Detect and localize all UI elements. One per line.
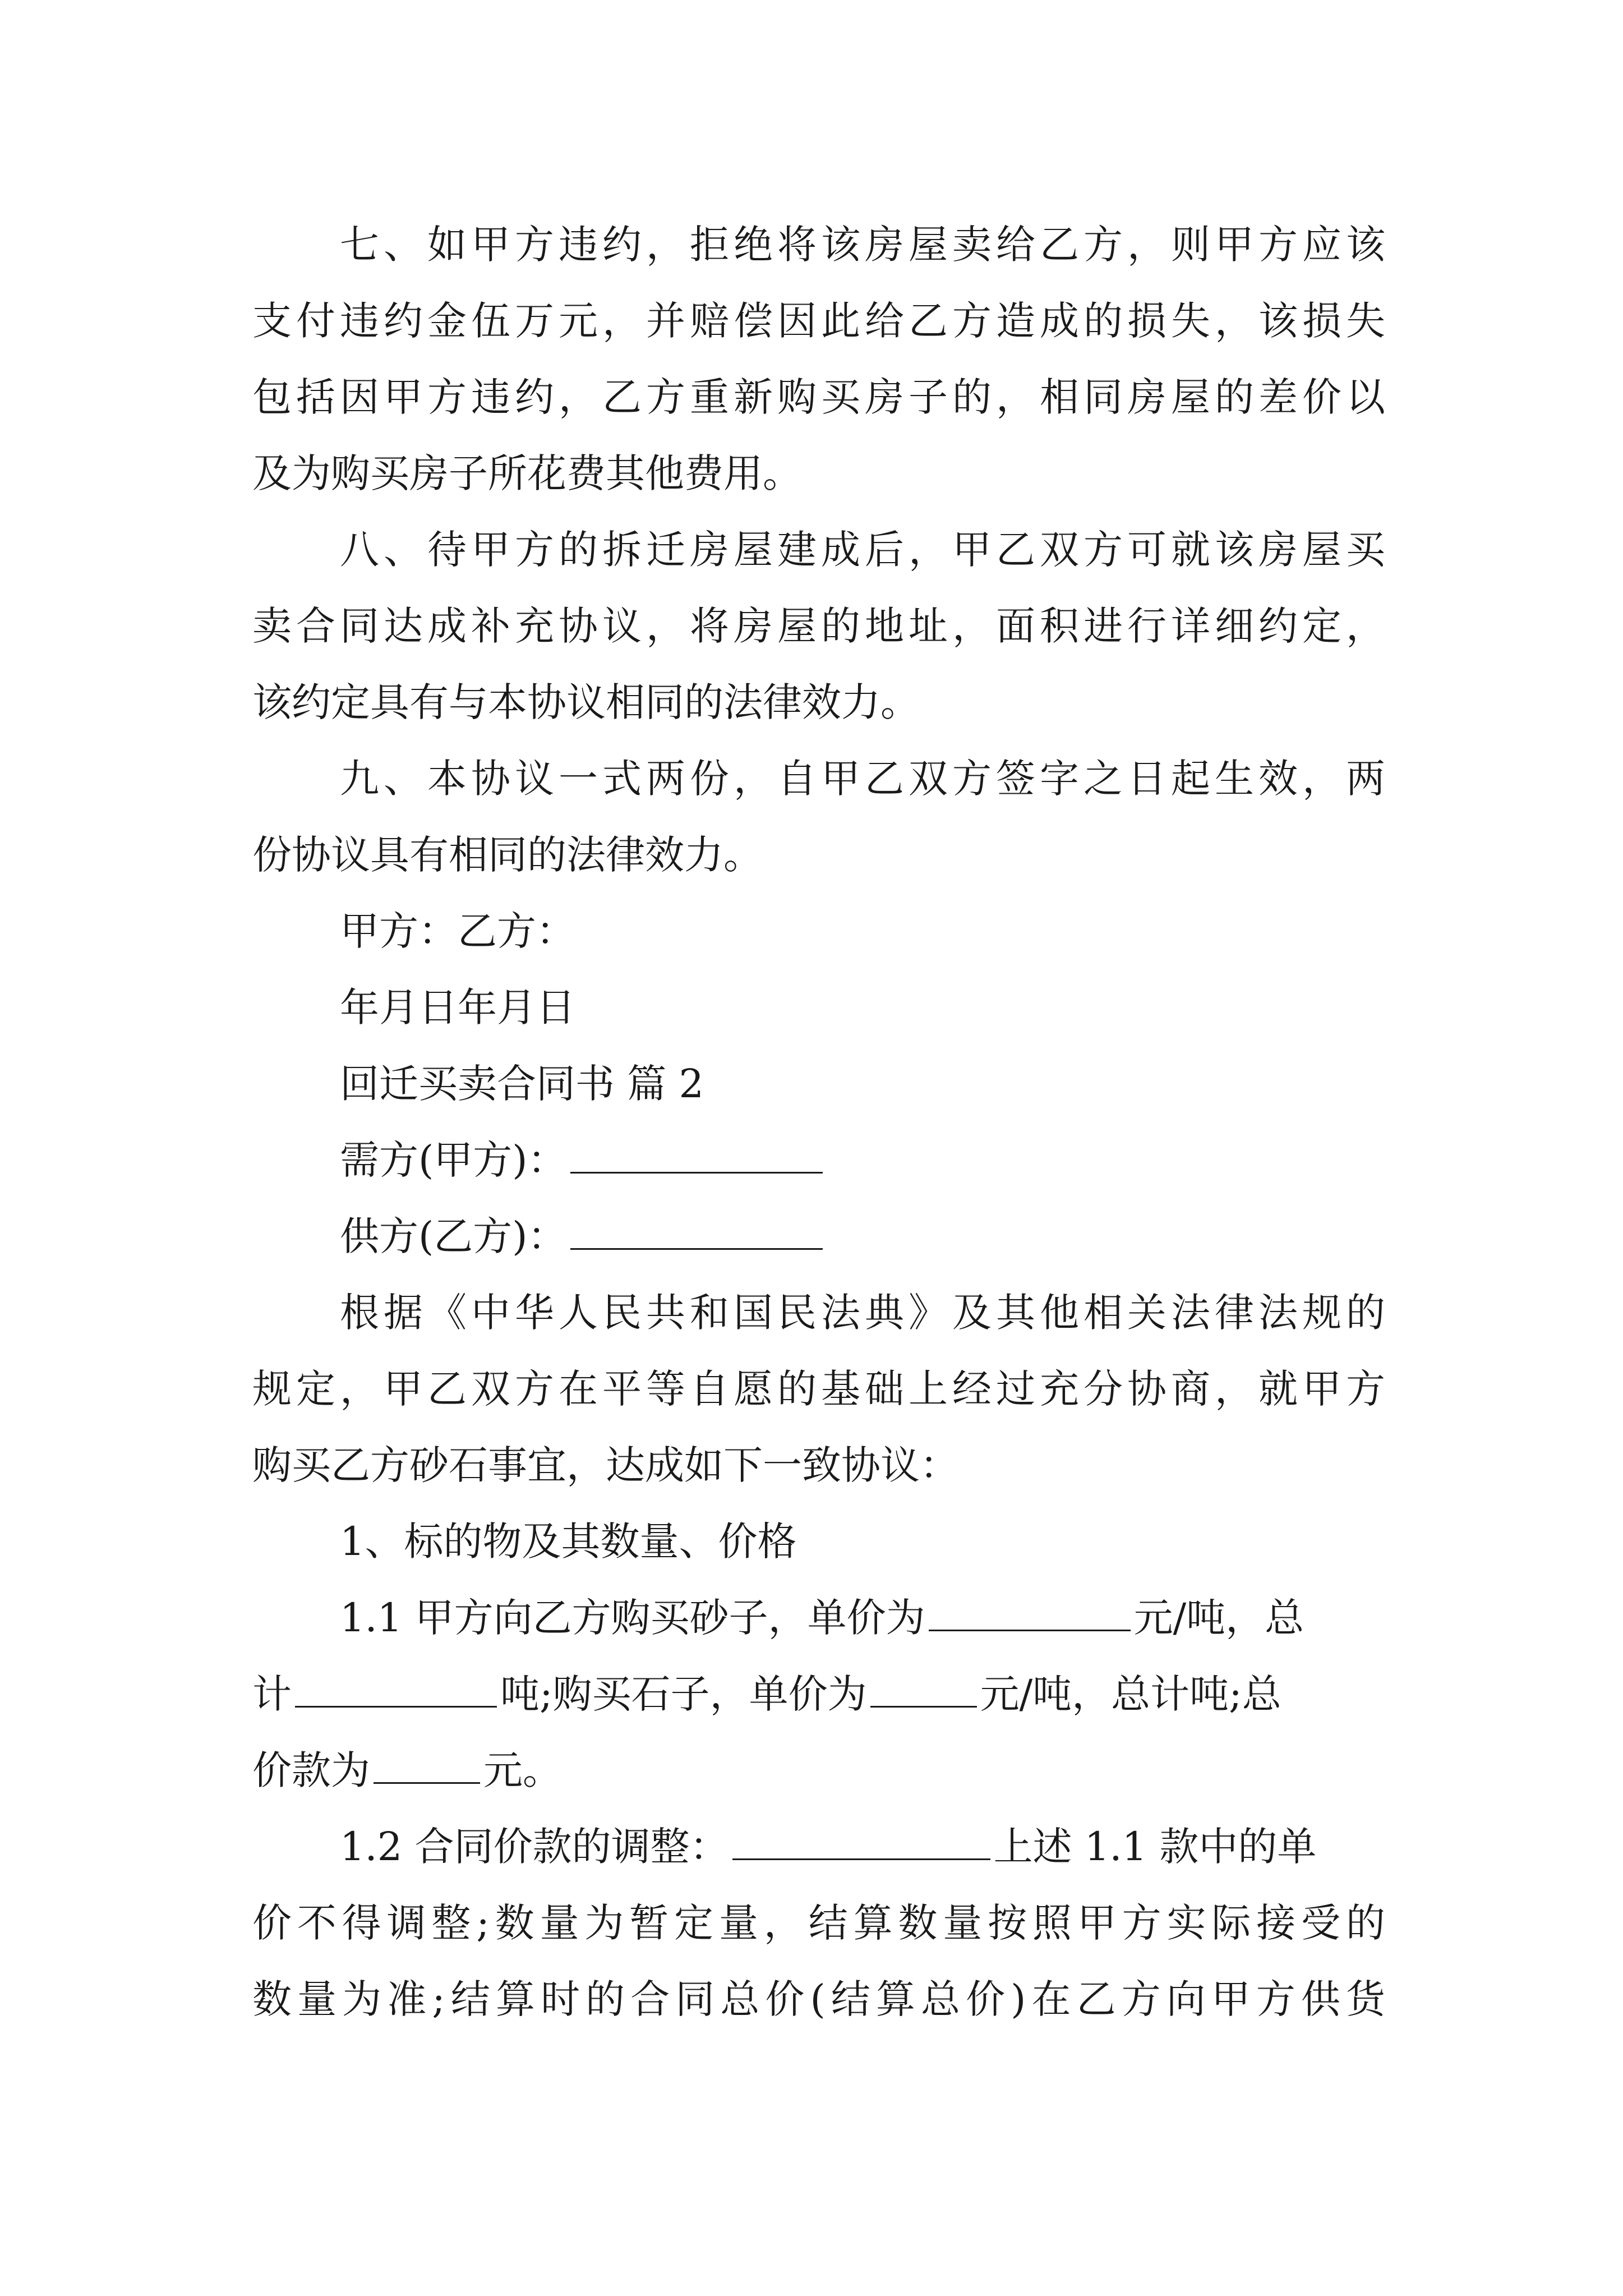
item-1-2-text-a: 1.2 合同价款的调整： [340,1824,729,1870]
intro-line-2: 规定，甲乙双方在平等自愿的基础上经过充分协商，就甲方 [252,1366,1385,1412]
buyer-label: 需方(甲方)： [340,1137,567,1183]
clause-8-line-2: 卖合同达成补充协议，将房屋的地址，面积进行详细约定， [252,603,1385,649]
clause-8-line-3: 该约定具有与本协议相同的法律效力。 [252,679,920,725]
item-1-1-text-e: 元/吨，总计吨;总 [980,1671,1281,1717]
item-1-1-text-a: 1.1 甲方向乙方购买砂子，单价为 [340,1595,925,1641]
clause-7-line-3: 包括因甲方违约，乙方重新购买房子的，相同房屋的差价以 [252,374,1385,420]
item-1-1-line-3 [252,1748,1385,1793]
total-price-blank [374,1750,480,1784]
item-1-2-line-2: 价不得调整;数量为暂定量，结算数量按照甲方实际接受的 [252,1900,1385,1946]
item-1-1-text-b: 元/吨，总 [1133,1595,1304,1641]
stone-price-blank [870,1673,977,1708]
section-2-title: 回迁买卖合同书 篇 2 [340,1061,704,1107]
item-1-2-line-3: 数量为准;结算时的合同总价(结算总价)在乙方向甲方供货 [252,1976,1385,2022]
item-1-2-text-b: 上述 1.1 款中的单 [993,1824,1317,1870]
item-1-1-line-2 [252,1672,1385,1717]
intro-line-3: 购买乙方砂石事宜，达成如下一致协议： [252,1442,959,1488]
sand-quantity-blank [295,1673,497,1708]
buyer-blank [570,1139,823,1174]
clause-7-line-4: 及为购买房子所花费其他费用。 [252,450,802,496]
buyer-row [340,1138,1385,1182]
clause-7-line-2: 支付违约金伍万元，并赔偿因此给乙方造成的损失，该损失 [252,298,1385,344]
item-1-1-text-c: 计 [252,1671,292,1717]
item-1-1-text-g: 元。 [483,1747,562,1793]
intro-line-1: 根据《中华人民共和国民法典》及其他相关法律法规的 [340,1290,1385,1336]
item-1-1-text-d: 吨;购买石子，单价为 [500,1671,867,1717]
clause-8-line-1: 八、待甲方的拆迁房屋建成后，甲乙双方可就该房屋买 [340,527,1385,573]
seller-label: 供方(乙方)： [340,1213,567,1259]
item-1-1-text-f: 价款为 [252,1747,370,1793]
clause-7-line-1: 七、如甲方违约，拒绝将该房屋卖给乙方，则甲方应该 [340,222,1385,268]
sand-price-blank [929,1597,1131,1631]
signature-parties: 甲方：乙方： [340,908,575,954]
seller-blank [570,1216,823,1250]
item-1-2-line-1 [340,1824,1385,1869]
signature-dates: 年月日年月日 [340,984,575,1030]
clause-9-line-2: 份协议具有相同的法律效力。 [252,832,763,878]
item-1-1-line-1 [340,1595,1385,1640]
seller-row [340,1214,1385,1259]
clause-9-line-1: 九、本协议一式两份，自甲乙双方签字之日起生效，两 [340,756,1385,802]
item-1-heading: 1、标的物及其数量、价格 [340,1519,797,1565]
price-adjustment-blank [732,1826,990,1860]
